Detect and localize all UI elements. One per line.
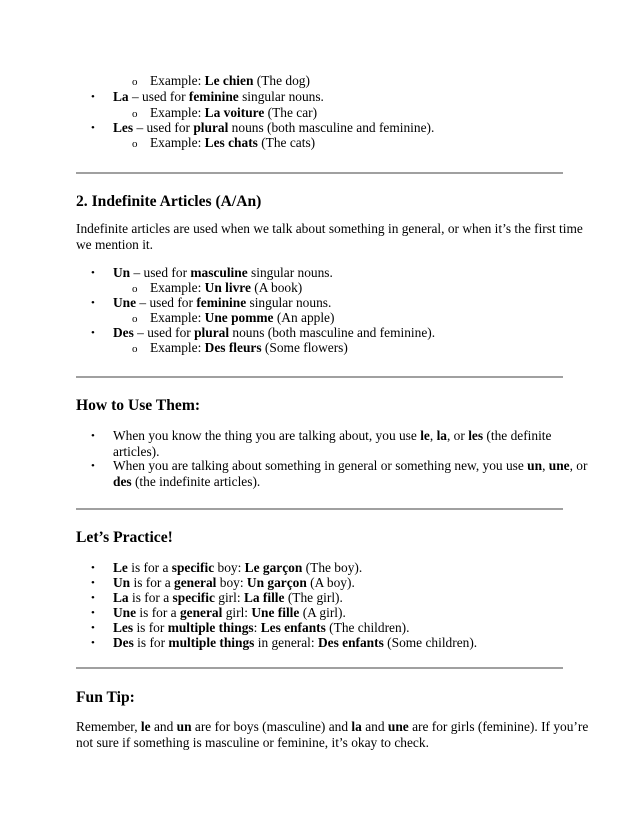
- divider: [76, 667, 563, 669]
- example-les-chats: Example: Les chats (The cats): [150, 135, 316, 150]
- example-le-chien: Example: Le chien (The dog): [150, 73, 310, 88]
- howto-bullet-1-line-1: When you know the thing you are talking about, you use le, la, or les (the definite: [113, 428, 552, 443]
- sub-bullet: o: [132, 313, 138, 325]
- practice-item: Des is for multiple things in general: Des enfants (Some children).: [113, 635, 478, 650]
- divider: [76, 376, 563, 378]
- bullet: •: [91, 577, 95, 589]
- sub-bullet: o: [132, 76, 138, 88]
- fun-tip-line-2: not sure if something is masculine or feminine, it’s okay to check.: [76, 735, 429, 750]
- example-des-fleurs: Example: Des fleurs (Some flowers): [150, 340, 348, 355]
- practice-item: Une is for a general girl: Une fille (A girl).: [113, 605, 346, 620]
- bullet: •: [91, 430, 95, 442]
- bullet: •: [91, 622, 95, 634]
- bullet: •: [91, 607, 95, 619]
- example-une-pomme: Example: Une pomme (An apple): [150, 310, 335, 325]
- item-les: Les – used for plural nouns (both masculine and feminine).: [113, 120, 435, 135]
- indef-intro-line-2: we mention it.: [76, 237, 153, 252]
- item-la: La – used for feminine singular nouns.: [113, 89, 324, 104]
- howto-bullet-1-line-2: articles).: [113, 444, 160, 459]
- howto-bullet-2-line-2: des (the indefinite articles).: [113, 474, 261, 489]
- sub-bullet: o: [132, 343, 138, 355]
- fun-tip-line-1: Remember, le and un are for boys (masculine) and la and une are for girls (feminine). If you’re: [76, 719, 589, 734]
- bullet: •: [91, 91, 95, 103]
- item-une: Une – used for feminine singular nouns.: [113, 295, 332, 310]
- section-heading-fun-tip: Fun Tip:: [76, 689, 135, 706]
- section-heading-how-to-use: How to Use Them:: [76, 397, 201, 414]
- bullet: •: [91, 297, 95, 309]
- example-un-livre: Example: Un livre (A book): [150, 280, 303, 295]
- sub-bullet: o: [132, 108, 138, 120]
- bullet: •: [91, 327, 95, 339]
- practice-item: Un is for a general boy: Un garçon (A boy).: [113, 575, 355, 590]
- indef-intro-line-1: Indefinite articles are used when we talk about something in general, or when it’s the first time: [76, 221, 583, 236]
- bullet: •: [91, 267, 95, 279]
- example-la-voiture: Example: La voiture (The car): [150, 105, 318, 120]
- bullet: •: [91, 122, 95, 134]
- bullet: •: [91, 460, 95, 472]
- bullet: •: [91, 637, 95, 649]
- sub-bullet: o: [132, 283, 138, 295]
- practice-item: La is for a specific girl: La fille (The girl).: [113, 590, 343, 605]
- section-heading-practice: Let’s Practice!: [76, 529, 173, 546]
- item-un: Un – used for masculine singular nouns.: [113, 265, 333, 280]
- sub-bullet: o: [132, 138, 138, 150]
- item-des: Des – used for plural nouns (both masculine and feminine).: [113, 325, 436, 340]
- bullet: •: [91, 592, 95, 604]
- bullet: •: [91, 562, 95, 574]
- practice-item: Le is for a specific boy: Le garçon (The boy).: [113, 560, 363, 575]
- practice-item: Les is for multiple things: Les enfants (The children).: [113, 620, 410, 635]
- divider: [76, 172, 563, 174]
- howto-bullet-2-line-1: When you are talking about something in general or something new, you use un, une, or: [113, 458, 588, 473]
- section-heading-indefinite: 2. Indefinite Articles (A/An): [76, 193, 262, 210]
- divider: [76, 508, 563, 510]
